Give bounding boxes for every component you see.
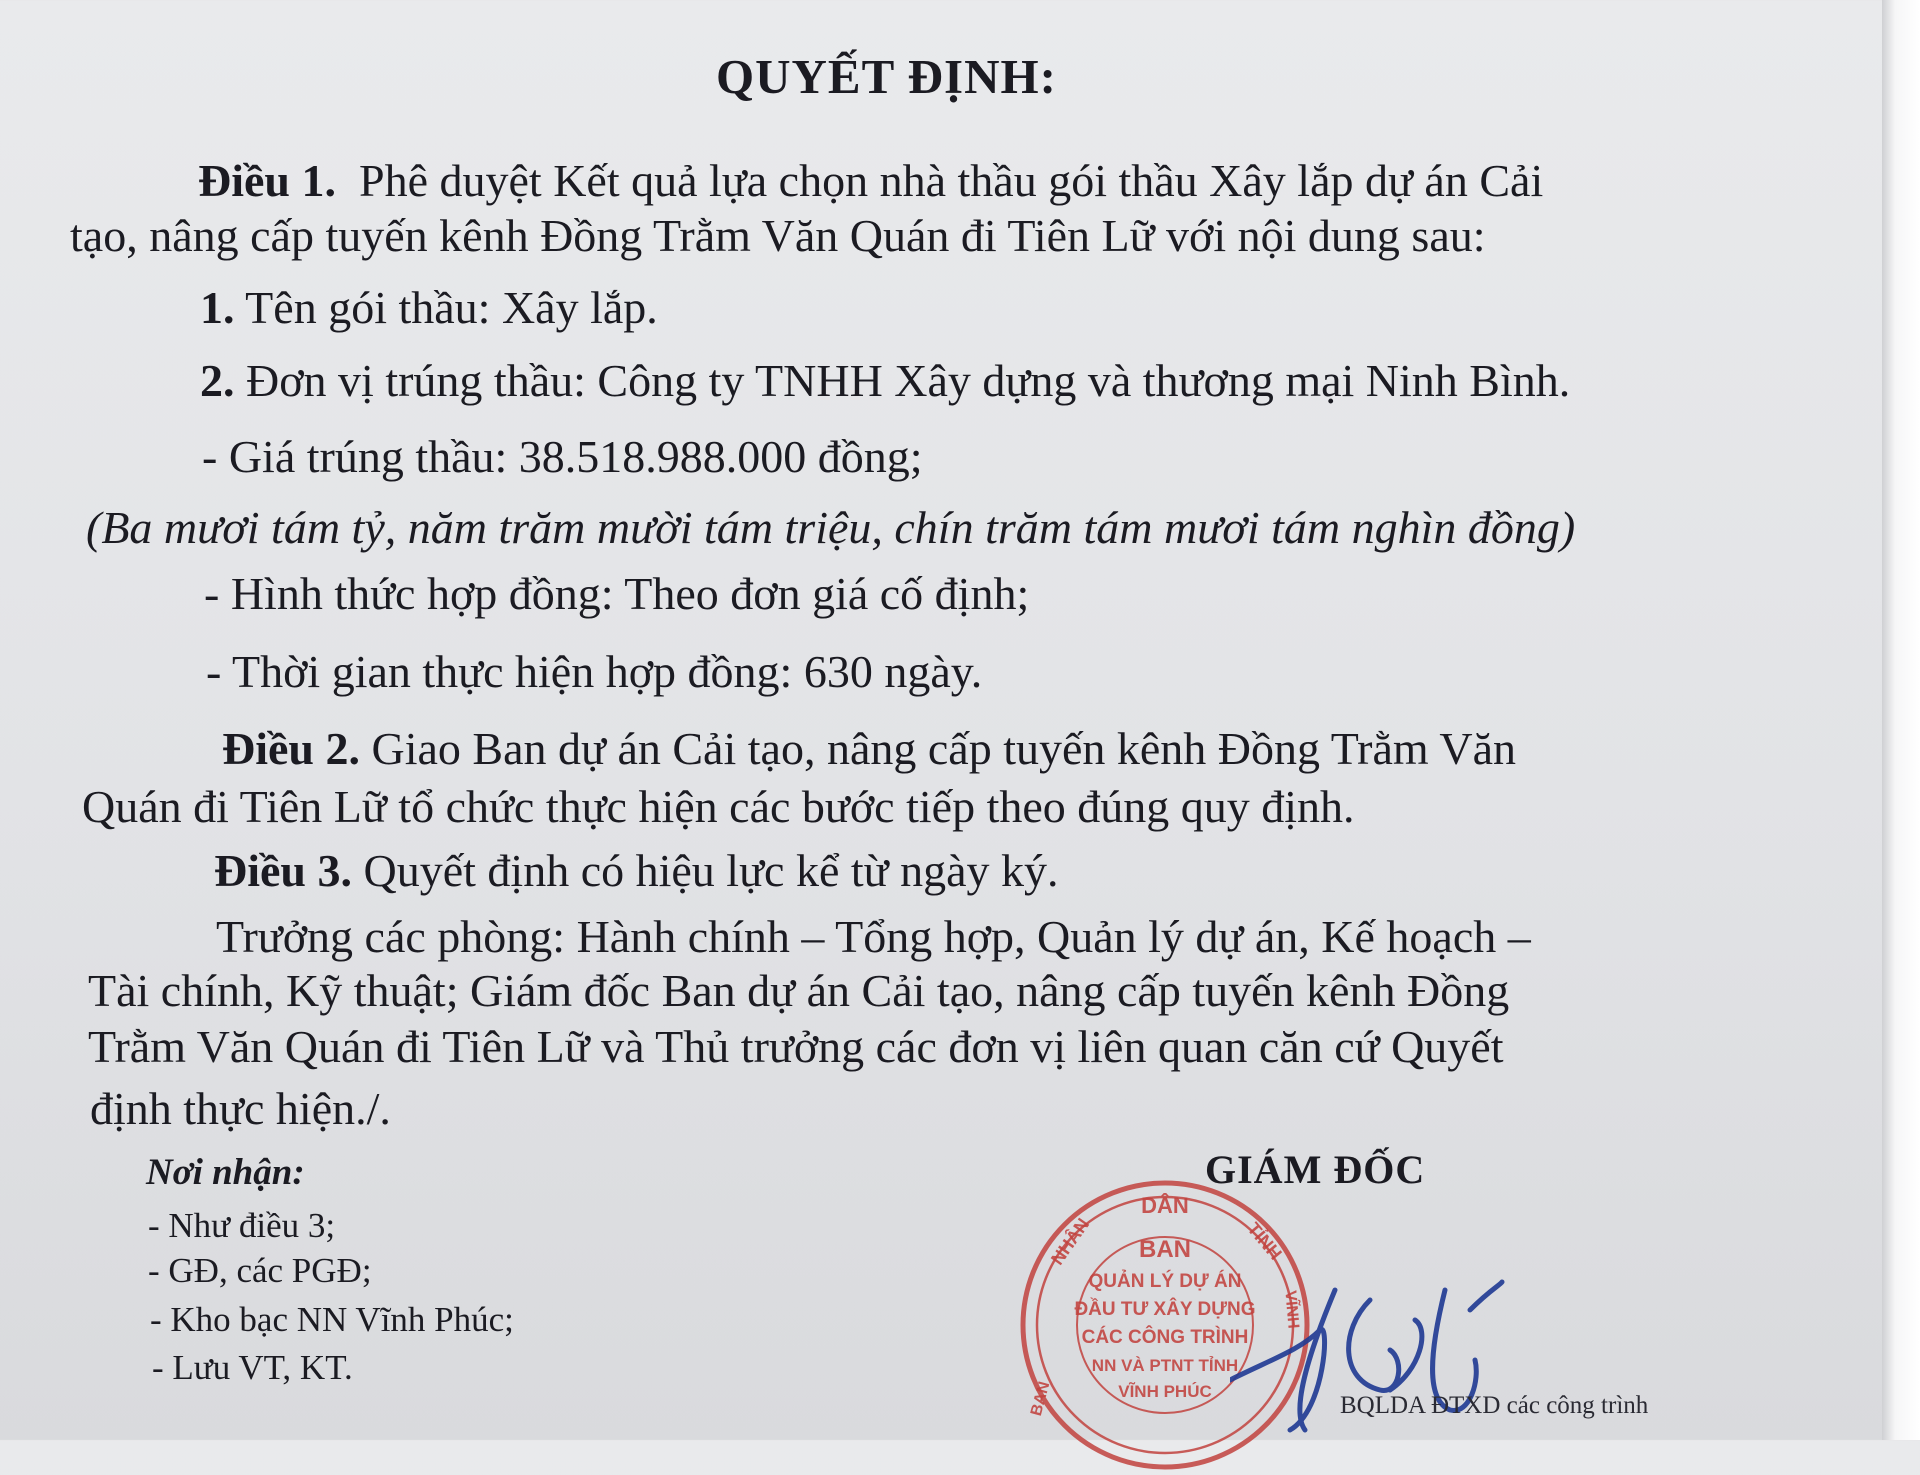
- recipient-item: - Như điều 3;: [148, 1206, 336, 1245]
- seal-inner-line: CÁC CÔNG TRÌNH: [1081, 1327, 1249, 1348]
- article-3-text: Quyết định có hiệu lực kể từ ngày ký.: [363, 845, 1059, 896]
- seal-inner-line: QUẢN LÝ DỰ ÁN: [1088, 1271, 1242, 1292]
- item-2-text: Đơn vị trúng thầu: Công ty TNHH Xây dựng và thương mại Ninh Bình.: [246, 355, 1571, 406]
- seal-inner-line: NN VÀ PTNT TỈNH: [1091, 1356, 1239, 1375]
- seal-text-top: DÂN: [1141, 1193, 1189, 1218]
- seal-text-left: NHÂN: [1046, 1214, 1094, 1269]
- bid-price-in-words: (Ba mươi tám tỷ, năm trăm mười tám triệu, chín trăm tám mươi tám nghìn đồng): [86, 502, 1576, 553]
- item-2: [200, 355, 1571, 406]
- recipient-item: - GĐ, các PGĐ;: [148, 1251, 372, 1290]
- item-2-number: 2.: [200, 355, 235, 406]
- article-2-line-2: Quán đi Tiên Lữ tổ chức thực hiện các bước tiếp theo đúng quy định.: [82, 781, 1355, 832]
- seal-text-left-2: BAN: [1027, 1379, 1054, 1418]
- screen-edge: [1882, 0, 1920, 1440]
- signature-footer-text: BQLDA ĐTXD các công trình: [1340, 1392, 1649, 1419]
- article-1-line-2: tạo, nâng cấp tuyến kênh Đồng Trằm Văn Quán đi Tiên Lữ với nội dung sau:: [70, 210, 1486, 261]
- seal-text-right-2: VĨNH: [1281, 1289, 1302, 1330]
- item-1: [200, 282, 658, 333]
- article-2-text-1: Giao Ban dự án Cải tạo, nâng cấp tuyến kênh Đồng Trằm Văn: [371, 723, 1516, 774]
- seal-inner-line: BAN: [1139, 1236, 1191, 1263]
- article-2-line-1: [222, 723, 1516, 774]
- contract-duration: - Thời gian thực hiện hợp đồng: 630 ngày.: [206, 646, 983, 697]
- signer-title: GIÁM ĐỐC: [1205, 1147, 1426, 1192]
- article-1-line-1: [198, 155, 1544, 206]
- item-1-text: Tên gói thầu: Xây lắp.: [245, 282, 658, 333]
- seal-text-right: TỈNH: [1243, 1218, 1286, 1264]
- recipient-item: - Lưu VT, KT.: [152, 1348, 353, 1387]
- article-1-heading: Điều 1.: [198, 155, 336, 206]
- item-1-number: 1.: [200, 282, 235, 333]
- bid-price: - Giá trúng thầu: 38.518.988.000 đồng;: [202, 431, 923, 482]
- article-1-text-1: Phê duyệt Kết quả lựa chọn nhà thầu gói thầu Xây lắp dự án Cải: [359, 155, 1544, 206]
- article-3-heading: Điều 3.: [214, 845, 352, 896]
- seal-inner-line: VĨNH PHÚC: [1118, 1382, 1212, 1401]
- contract-form: - Hình thức hợp đồng: Theo đơn giá cố định;: [204, 568, 1030, 619]
- closing-line-2: Tài chính, Kỹ thuật; Giám đốc Ban dự án Cải tạo, nâng cấp tuyến kênh Đồng: [88, 965, 1510, 1016]
- article-3-line: [214, 845, 1059, 896]
- seal-inner-line: ĐẦU TƯ XÂY DỰNG: [1074, 1299, 1256, 1320]
- closing-line-1: Trưởng các phòng: Hành chính – Tổng hợp, Quản lý dự án, Kế hoạch –: [216, 911, 1531, 962]
- article-2-heading: Điều 2.: [222, 723, 360, 774]
- closing-line-3: Trằm Văn Quán đi Tiên Lữ và Thủ trưởng các đơn vị liên quan căn cứ Quyết: [88, 1021, 1504, 1072]
- closing-line-4: định thực hiện./.: [90, 1083, 391, 1134]
- recipients-heading: Nơi nhận:: [146, 1152, 305, 1193]
- recipient-item: - Kho bạc NN Vĩnh Phúc;: [150, 1300, 514, 1339]
- document-title: QUYẾT ĐỊNH:: [716, 49, 1057, 104]
